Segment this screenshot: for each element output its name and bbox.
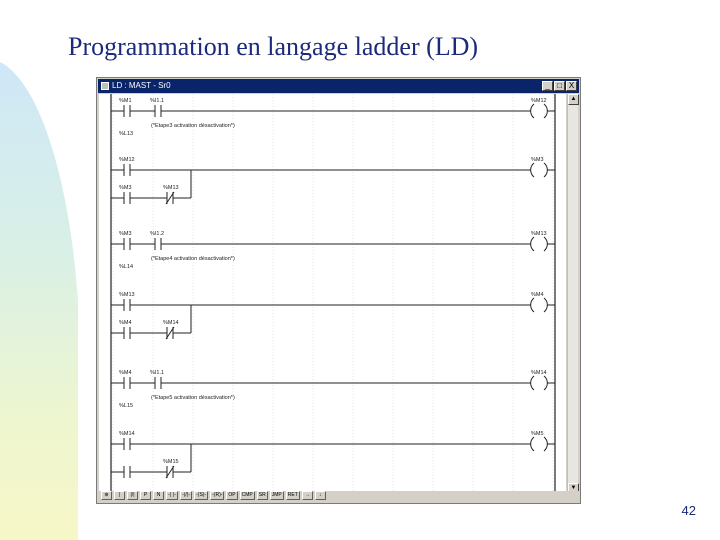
toolbar-button-12[interactable]: JMP	[271, 492, 282, 498]
coil-left-arc	[531, 376, 534, 390]
ladder-diagram	[99, 94, 566, 494]
coil-right-arc	[544, 237, 547, 251]
branch-contact-label: %M13	[163, 185, 179, 191]
toolbar-button-3[interactable]: P	[140, 491, 151, 500]
branch-contact-label: %M4	[119, 320, 132, 326]
contact-label: %I1.1	[150, 370, 165, 376]
toolbar-button-4[interactable]: N	[153, 491, 164, 500]
slide-title: Programmation en langage ladder (LD)	[68, 32, 479, 61]
toolbar-button-1[interactable]: |	[114, 491, 125, 500]
toolbar-button-9[interactable]: OP	[228, 492, 236, 498]
contact-label: %I1.1	[150, 98, 165, 104]
toolbar-button-7[interactable]: -(S)-	[196, 492, 207, 498]
coil-right-arc	[544, 163, 547, 177]
coil-right-arc	[544, 437, 547, 451]
contact-label: %M12	[119, 157, 135, 163]
toolbar-button-10[interactable]: CMP	[241, 492, 253, 498]
toolbar-button-13[interactable]: RET	[287, 492, 298, 498]
coil-left-arc	[531, 437, 534, 451]
toolbar-button-15[interactable]: ↓	[315, 491, 326, 500]
scroll-down-arrow-icon[interactable]: ▼	[568, 483, 579, 494]
branch-contact-label: %M15	[163, 459, 179, 465]
contact-label: %I1.2	[150, 231, 165, 237]
toolbar-button-0[interactable]: ⊕	[101, 491, 112, 500]
app-icon	[101, 82, 109, 90]
page-number: 42	[681, 503, 696, 518]
toolbar-button-11[interactable]: SR	[257, 491, 268, 500]
contact-label: %M14	[119, 431, 135, 437]
vertical-scrollbar[interactable]	[567, 94, 578, 494]
coil-label: %M14	[531, 370, 547, 376]
rung-comment: (*Etape4 activation désactivation*)	[151, 256, 235, 262]
coil-right-arc	[544, 376, 547, 390]
ladder-toolbar	[99, 491, 580, 501]
rung-label: %L14	[119, 264, 134, 270]
coil-left-arc	[531, 237, 534, 251]
window-titlebar[interactable]	[98, 79, 579, 93]
rung-label: %L13	[119, 131, 134, 137]
window-title: LD : MAST - Sr0	[112, 81, 171, 90]
close-button[interactable]: X	[566, 81, 577, 91]
toolbar-button-8[interactable]: -(R)-	[212, 492, 223, 498]
coil-label: %M13	[531, 231, 547, 237]
toolbar-button-5[interactable]: -( )-	[168, 492, 177, 498]
branch-contact-label: %M14	[163, 320, 179, 326]
slide-background-band	[0, 62, 80, 540]
rung-label: %L15	[119, 403, 134, 409]
rung-comment: (*Etape5 activation désactivation*)	[151, 395, 235, 401]
coil-label: %M3	[531, 157, 544, 163]
coil-right-arc	[544, 298, 547, 312]
toolbar-button-2[interactable]: |/|	[127, 491, 138, 500]
contact-label: %M3	[119, 231, 132, 237]
branch-contact-label: %M3	[119, 185, 132, 191]
coil-left-arc	[531, 163, 534, 177]
coil-label: %M5	[531, 431, 544, 437]
maximize-button[interactable]: □	[554, 81, 565, 91]
contact-label: %M4	[119, 370, 132, 376]
minimize-button[interactable]: _	[542, 81, 553, 91]
contact-label: %M1	[119, 98, 132, 104]
coil-left-arc	[531, 298, 534, 312]
window-controls	[542, 81, 577, 91]
coil-right-arc	[544, 104, 547, 118]
contact-label: %M13	[119, 292, 135, 298]
ladder-editor-window	[96, 77, 581, 504]
rung-comment: (*Etape3 activation désactivation*)	[151, 123, 235, 129]
coil-label: %M4	[531, 292, 544, 298]
scroll-up-arrow-icon[interactable]: ▲	[568, 94, 579, 105]
ladder-canvas[interactable]	[99, 94, 566, 494]
toolbar-button-6[interactable]: -(/)-	[182, 492, 191, 498]
coil-left-arc	[531, 104, 534, 118]
coil-label: %M12	[531, 98, 547, 104]
toolbar-button-14[interactable]: →	[302, 491, 313, 500]
